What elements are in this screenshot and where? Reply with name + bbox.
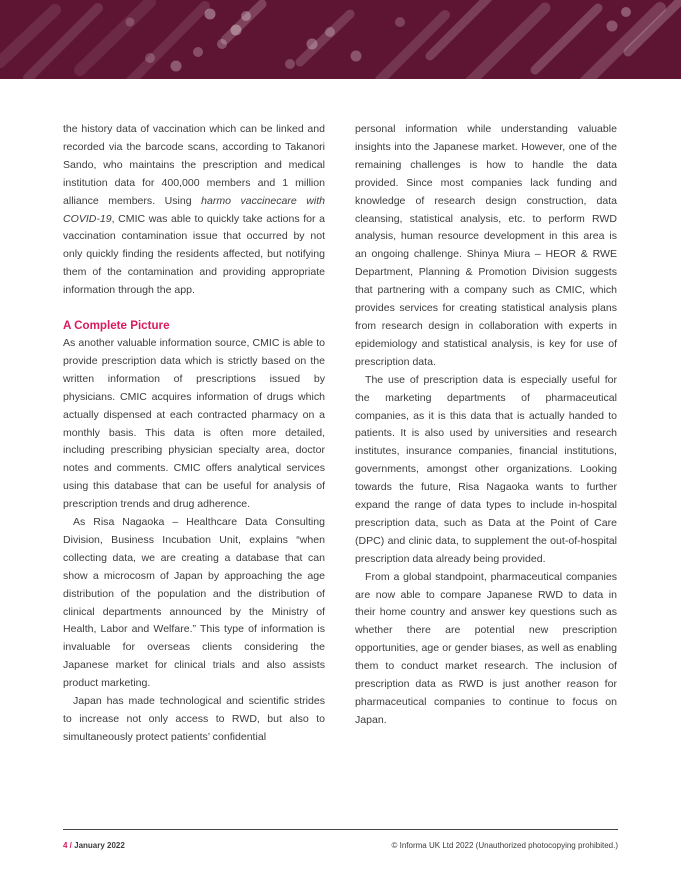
right-text-column [355, 121, 617, 730]
page-separator: / [67, 841, 75, 850]
paragraph: The use of prescription data is especially useful for the marketing departments of pharmaceutical companies, as it is this data that is actually handed to patients. It is also used by universities and research institutes, insurance companies, financial institutions, governments, amongst other organizations. Looking towards the future, Risa Nagaoka wants to further expand the range of data types to include in-hospital prescription data, such as Data at the Point of Care (DPC) and clinic data, to supplement the out-of-hospital prescription data already being provided. [355, 373, 617, 565]
footer-page-info [63, 841, 125, 850]
paragraph: personal information while understanding valuable insights into the Japanese market. However, one of the remaining challenges is how to handle the data provided. Since most companies lack funding and knowledge of research design construction, data cleansing, statistical analysis, etc. to perform RWD analysis, human resource development in this area is an ongoing challenge. Shinya Miura – HEOR & RWE Department, Planning & Promotion Division suggests that partnering with a company such as CMIC, which provides services for creating statistical analysis plans from research design in collaboration with experts in epidemiology and statistical analysis, is key for use of prescription data. [355, 123, 617, 368]
banner-pattern [0, 0, 681, 79]
paragraph: From a global standpoint, pharmaceutical companies are now able to compare Japanese RWD to data in their home country and answer key questions such as whether there are potential new prescription opportunities, age or gender biases, as well as enabling them to conduct market research. The inclusion of prescription data as RWD is just another reason for pharmaceutical companies to continue to focus on Japan. [355, 570, 617, 726]
issue-date: January 2022 [74, 841, 125, 850]
decorative-header-banner [0, 0, 681, 79]
paragraph-text: , CMIC was able to quickly take actions for a vaccination contamination issue that occurred by not only quickly finding the residents affected, but notifying them of the contamination and providing appropriate information through the app. [63, 212, 325, 297]
page-number: 4 [63, 841, 68, 850]
paragraph [63, 121, 325, 300]
app-name-italic: harmo vaccinecare with COVID-19 [63, 194, 326, 225]
footer-copyright: © Informa UK Ltd 2022 (Unauthorized photocopying prohibited.) [391, 841, 618, 850]
banner-background [0, 0, 681, 79]
footer-divider [63, 829, 618, 830]
section-heading: A Complete Picture [63, 319, 170, 333]
paragraph: As Risa Nagaoka – Healthcare Data Consulting Division, Business Incubation Unit, explains “when collecting data, we are creating a database that can show a microcosm of Japan by approaching the age distribution of the population and the distribution of clinical departments announced by the Ministry of Health, Labor and Welfare.” This type of information is invaluable for overseas clients considering the Japanese market for clinical trials and also assists product marketing. [63, 516, 325, 690]
paragraph: Japan has made technological and scientific strides to increase not only access to RWD, but also to simultaneously protect patients’ confidential [63, 695, 325, 743]
paragraph: As another valuable information source, CMIC is able to provide prescription data which is strictly based on the written information of prescriptions issued by physicians. CMIC acquires information of drugs which actually dispensed at each contracted pharmacy on a monthly basis. This data is often more detailed, including prescribing physician specialty area, doctor notes and comments. CMIC offers analytical services using this database that can be useful for analysis of prescription trends and drug adherence. [63, 336, 325, 511]
paragraph-text: the history data of vaccination which can be linked and recorded via the barcode scans, according to Takanori Sando, who maintains the prescription and medical institution data for 400,000 members and 1 million alliance members. Using [63, 123, 325, 207]
left-text-column [63, 121, 325, 747]
